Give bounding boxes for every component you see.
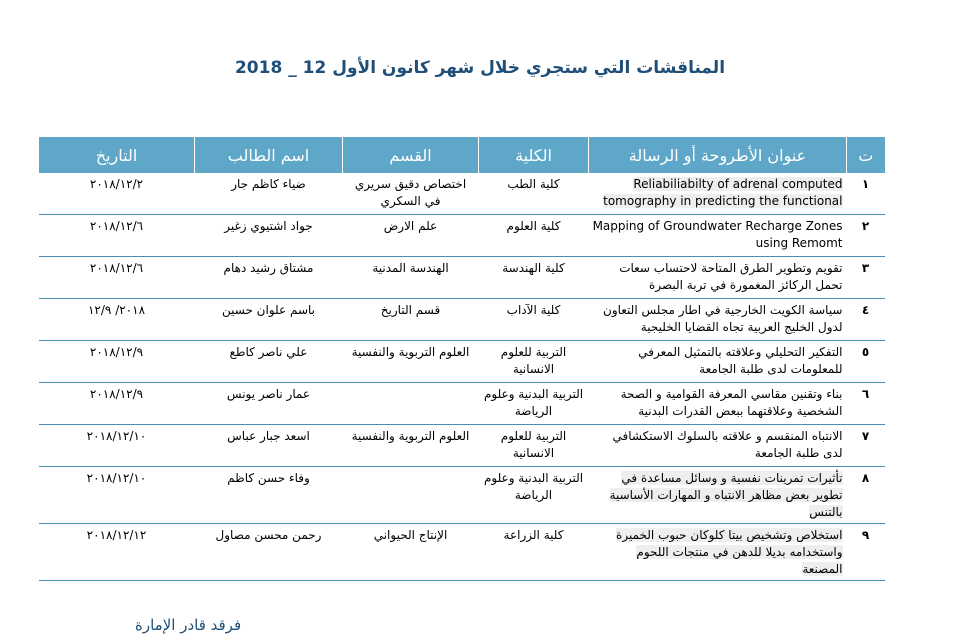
row-college: التربية البدنية وعلوم الرياضة xyxy=(479,383,589,425)
row-date: ٢٠١٨/١٢/٦ xyxy=(39,215,195,257)
row-num: ٤ xyxy=(847,299,885,341)
row-num: ٣ xyxy=(847,257,885,299)
row-dept: الإنتاج الحيواني xyxy=(343,524,479,581)
row-dept: العلوم التربوية والنفسية xyxy=(343,341,479,383)
row-college: كلية العلوم xyxy=(479,215,589,257)
row-date: ٢٠١٨/١٢/١٠ xyxy=(39,425,195,467)
row-dept: علم الارض xyxy=(343,215,479,257)
row-date: ٢٠١٨/١٢/٩ xyxy=(39,383,195,425)
row-thesis: Reliabiliabilty of adrenal computed tomography in predicting the functional xyxy=(589,173,847,215)
row-college: كلية الطب xyxy=(479,173,589,215)
row-student: وفاء حسن كاظم xyxy=(195,467,343,524)
row-dept: الهندسة المدنية xyxy=(343,257,479,299)
row-student: ضياء كاظم جار xyxy=(195,173,343,215)
header-college: الكلية xyxy=(479,137,589,173)
row-date: ٢٠١٨/١٢/٩ xyxy=(39,341,195,383)
table-header-row xyxy=(39,137,885,173)
row-date: ٢٠١٨/١٢/١٠ xyxy=(39,467,195,524)
row-student: عمار ناصر يونس xyxy=(195,383,343,425)
row-num: ٨ xyxy=(847,467,885,524)
header-dept: القسم xyxy=(343,137,479,173)
row-student: مشتاق رشيد دهام xyxy=(195,257,343,299)
row-dept: اختصاص دقيق سريري في السكري xyxy=(343,173,479,215)
table-row xyxy=(39,299,885,341)
table-row xyxy=(39,341,885,383)
row-thesis: تقويم وتطوير الطرق المتاحة لاحتساب سعات تحمل الركائز المغمورة في تربة البصرة xyxy=(589,257,847,299)
header-thesis: عنوان الأطروحة أو الرسالة xyxy=(589,137,847,173)
header-student: اسم الطالب xyxy=(195,137,343,173)
row-num: ٧ xyxy=(847,425,885,467)
row-num: ٥ xyxy=(847,341,885,383)
discussions-table xyxy=(38,137,885,581)
row-thesis: الانتباه المنقسم و علاقته بالسلوك الاستكشافي لدى طلبة الجامعة xyxy=(589,425,847,467)
table-row xyxy=(39,425,885,467)
table-row xyxy=(39,524,885,581)
row-student: اسعد جبار عباس xyxy=(195,425,343,467)
row-thesis: Mapping of Groundwater Recharge Zones using Remomt xyxy=(589,215,847,257)
row-dept: العلوم التربوية والنفسية xyxy=(343,425,479,467)
row-dept xyxy=(343,383,479,425)
table-row xyxy=(39,257,885,299)
page-title: المناقشات التي ستجري خلال شهر كانون الأول 12 _ 2018 xyxy=(234,58,726,78)
row-date: ٢٠١٨/ ١٢/٩ xyxy=(39,299,195,341)
row-college: كلية الزراعة xyxy=(479,524,589,581)
row-student: علي ناصر كاطع xyxy=(195,341,343,383)
row-dept: قسم التاريخ xyxy=(343,299,479,341)
row-thesis: استخلاص وتشخيص بيتا كلوكان حبوب الخميرة واستخدامه بديلا للدهن في منتجات اللحوم المصنعة xyxy=(589,524,847,581)
row-thesis: بناء وتقنين مقاسي المعرفة القوامية و الصحة الشخصية وعلاقتهما ببعض القدرات البدنية xyxy=(589,383,847,425)
row-college: كلية الهندسة xyxy=(479,257,589,299)
row-num: ٩ xyxy=(847,524,885,581)
header-num: ت xyxy=(847,137,885,173)
table-row xyxy=(39,173,885,215)
row-num: ٢ xyxy=(847,215,885,257)
header-date: التاريخ xyxy=(39,137,195,173)
table-row xyxy=(39,383,885,425)
row-thesis: تأثيرات تمرينات نفسية و وسائل مساعدة في تطوير بعض مظاهر الانتباه و المهارات الأساسية بالتنس xyxy=(589,467,847,524)
signature: فرقد قادر الإمارة xyxy=(135,616,242,634)
row-student: باسم علوان حسين xyxy=(195,299,343,341)
row-college: كلية الآداب xyxy=(479,299,589,341)
row-date: ٢٠١٨/١٢/١٢ xyxy=(39,524,195,581)
row-college: التربية للعلوم الانسانية xyxy=(479,341,589,383)
row-date: ٢٠١٨/١٢/٢ xyxy=(39,173,195,215)
row-thesis: سياسة الكويت الخارجية في اطار مجلس التعاون لدول الخليج العربية تجاه القضايا الخليجية xyxy=(589,299,847,341)
row-num: ١ xyxy=(847,173,885,215)
row-college: التربية البدنية وعلوم الرياضة xyxy=(479,467,589,524)
row-dept xyxy=(343,467,479,524)
row-num: ٦ xyxy=(847,383,885,425)
table-row xyxy=(39,215,885,257)
row-thesis: التفكير التحليلي وعلاقته بالتمثيل المعرفي للمعلومات لدى طلبة الجامعة xyxy=(589,341,847,383)
row-college: التربية للعلوم الانسانية xyxy=(479,425,589,467)
row-student: رحمن محسن مصاول xyxy=(195,524,343,581)
row-date: ٢٠١٨/١٢/٦ xyxy=(39,257,195,299)
row-student: جواد اشتيوي زغير xyxy=(195,215,343,257)
table-row xyxy=(39,467,885,524)
